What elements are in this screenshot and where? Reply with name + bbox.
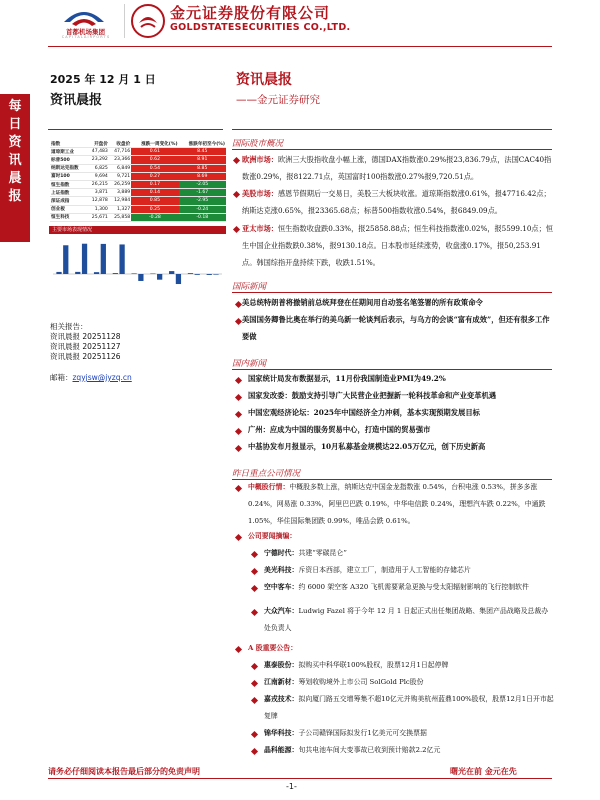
chart-bar	[195, 274, 200, 275]
ytd-change-cell: 8.69	[179, 172, 226, 180]
email-label: 邮箱：	[50, 373, 73, 382]
table-row	[50, 205, 226, 213]
china-concept-stocks	[248, 479, 554, 530]
company-label: 嘉戎技术：	[264, 695, 299, 703]
open-cell: 3,871	[87, 189, 109, 197]
index-name-cell: 恒生指数	[50, 180, 87, 188]
chart-bar	[176, 274, 181, 284]
report-subtitle: ——金元证券研究	[236, 94, 320, 106]
col-header: 涨跌年初至今(%)	[179, 140, 226, 148]
col-header: 开盘价	[87, 140, 109, 148]
company-label: 空中客车：	[264, 583, 299, 591]
section-intl-news: 国际新闻	[232, 282, 267, 292]
section-rule	[232, 149, 552, 150]
vertical-band-label: 每日资讯晨报	[8, 99, 22, 204]
close-cell: 6,849	[109, 164, 131, 172]
bullet-icon	[235, 428, 242, 435]
footer-disclaimer: 请务必仔细阅读本报告最后部分的免责声明	[48, 767, 200, 776]
company-text: Ludwig Fazel 将于今年 12 月 1 日起正式出任集团战略、集团产品战略及总裁办处负责人	[264, 607, 549, 632]
index-name-cell: 标普500	[50, 156, 87, 164]
close-cell: 1,327	[109, 205, 131, 213]
a-share-title	[248, 640, 297, 657]
intl-news-item: 美总统特朗普将撤销前总统拜登在任期间用自动签名笔签署的所有政策命令	[242, 298, 483, 307]
week-change-cell: 0.27	[131, 172, 178, 180]
week-change-cell: 0.85	[131, 197, 178, 205]
bullet-icon	[233, 157, 240, 164]
company-news-item	[264, 545, 554, 562]
chart-title: 主要市场表现情况	[49, 226, 226, 234]
open-cell: 6,825	[87, 164, 109, 172]
company-news-title	[248, 528, 296, 545]
index-name-cell: 上证指数	[50, 189, 87, 197]
related-report-link[interactable]: 资讯晨报 20251127	[50, 342, 121, 351]
section-global-markets: 国际股市概况	[232, 139, 284, 149]
week-change-cell: 0.17	[131, 180, 178, 188]
ytd-change-cell: 8.91	[179, 156, 226, 164]
company-text: 旬共电池车间大变事故已收到预计赔款2.2亿元	[298, 746, 441, 754]
market-label: 欧洲市场：	[242, 155, 278, 164]
bullet-icon	[251, 551, 258, 558]
header-separator	[124, 4, 125, 38]
related-report-link[interactable]: 资讯晨报 20251126	[50, 352, 121, 361]
company-label: 惠泰股份：	[264, 661, 299, 669]
open-cell: 47,483	[87, 148, 109, 156]
chart-bar	[94, 272, 99, 274]
left-title-rule	[48, 129, 223, 130]
report-title: 资讯晨报	[236, 72, 292, 88]
open-cell: 9,694	[87, 172, 109, 180]
ytd-change-cell: 8.45	[179, 148, 226, 156]
chart-bar	[63, 245, 68, 274]
col-header: 涨跌一周变化(%)	[131, 140, 178, 148]
index-name-cell: 纳斯达克指数	[50, 164, 87, 172]
open-cell: 12,878	[87, 197, 109, 205]
related-report-link[interactable]: 资讯晨报 20251128	[50, 332, 121, 341]
header-divider	[48, 46, 552, 47]
bullet-icon	[251, 585, 258, 592]
company-label: 美光科技：	[264, 566, 299, 574]
a-share-item	[264, 742, 554, 759]
section-company-news: 昨日重点公司情况	[232, 469, 301, 479]
week-change-cell: 0.62	[131, 156, 178, 164]
domestic-news-item: 中国宏观经济论坛：2025年中国经济全力冲刺，基本实现预期发展目标	[248, 408, 480, 417]
company-text: 斥资日本西部，建立工厂，制造用于人工智能的存储芯片	[298, 566, 471, 574]
week-change-cell: 0.14	[131, 189, 178, 197]
a-share-item	[264, 674, 554, 691]
goldstate-logo	[130, 3, 166, 39]
index-name-cell: 道琼斯工业	[50, 148, 87, 156]
related-reports	[50, 322, 121, 362]
bullet-icon	[235, 377, 242, 384]
bullet-icon	[251, 731, 258, 738]
report-type: 资讯晨报	[50, 93, 103, 108]
footer-divider	[48, 778, 552, 779]
ytd-change-cell: -2.05	[179, 180, 226, 188]
bullet-icon	[235, 534, 242, 541]
chart-bar	[213, 274, 218, 275]
chart-bar	[119, 244, 124, 274]
right-title-rule	[232, 129, 552, 130]
bullet-icon	[235, 411, 242, 418]
close-cell: 26,259	[109, 180, 131, 188]
company-label: 江南新材：	[264, 678, 299, 686]
section-rule	[232, 369, 552, 370]
company-text: 约 6000 架空客 A320 飞机需要紧急更换与受太阳辐射影响的飞行控制软件	[298, 583, 529, 591]
chart-bar	[188, 273, 193, 274]
close-cell: 23,366	[109, 156, 131, 164]
market-bar-chart	[49, 236, 226, 312]
chart-bar	[169, 271, 174, 274]
table-row	[50, 189, 226, 197]
company-label: 晶科能源：	[264, 746, 299, 754]
close-cell: 25,858	[109, 213, 131, 221]
bullet-icon	[251, 609, 258, 616]
bullet-icon	[251, 680, 258, 687]
a-share-title-text: A 股重要公告：	[248, 644, 298, 652]
chart-bar	[101, 244, 106, 274]
open-cell: 1,300	[87, 205, 109, 213]
table-row	[50, 197, 226, 205]
chart-bar	[82, 244, 87, 274]
section-domestic-news: 国内新闻	[232, 359, 267, 369]
week-change-cell: 0.61	[131, 148, 178, 156]
ytd-change-cell: -1.67	[179, 189, 226, 197]
logo-subtitle-en: C A P I T A L A I R P O R T S	[61, 35, 110, 39]
bullet-icon	[235, 445, 242, 452]
chart-bar	[131, 273, 136, 274]
hk-text: 中概股多数上涨，纳斯达克中国金龙指数涨 0.54%，台积电涨 0.53%，拼多多涨 0.24%，网易涨 0.33%，阿里巴巴跌 0.19%，中华电信跌 0.24%，理想汽车跌 0.22%，中通跌 1.05%，华住国际集团跌 0.99%，唯品会跌 0.61%。	[248, 483, 546, 525]
company-label: 大众汽车：	[264, 607, 299, 615]
market-label: 亚太市场：	[242, 224, 278, 233]
table-row	[50, 180, 226, 188]
ytd-change-cell: -2.95	[179, 197, 226, 205]
bullet-icon	[251, 568, 258, 575]
market-label: 美股市场：	[242, 189, 278, 198]
a-share-item	[264, 725, 554, 742]
company-name-cn: 金元证券股份有限公司	[170, 4, 331, 22]
bullet-icon	[251, 663, 258, 670]
company-text: 拟向厦门路五交增筹集不超10亿元并购美杭州蓝鼎100%股权，股票12月1日开市起复牌	[264, 695, 554, 720]
page-number: -1-	[286, 782, 297, 791]
col-header: 收盘价	[109, 140, 131, 148]
table-row	[50, 213, 226, 221]
company-text: 拟购买中科华联100%股权，股票12月1日起停牌	[298, 661, 449, 669]
domestic-news-item: 广州：应成为中国的服务贸易中心，打造中国的贸易强市	[248, 425, 431, 434]
footer-slogan: 曙光在前 金元在先	[450, 767, 517, 776]
intl-news-item: 美国国务卿鲁比奥在举行的美乌新一轮谈判后表示，与乌方的会谈“富有成效”，但还有很多工作要做	[242, 315, 550, 341]
section-rule	[232, 292, 552, 293]
index-name-cell: 恒生科技	[50, 213, 87, 221]
company-text: 子公司赣锋国际拟发行1亿美元可交换票据	[298, 729, 427, 737]
close-cell: 9,721	[109, 172, 131, 180]
email-line	[50, 372, 132, 383]
a-share-item	[264, 657, 554, 674]
bullet-icon	[251, 748, 258, 755]
company-news-item	[264, 579, 554, 596]
week-change-cell: -0.28	[131, 213, 178, 221]
close-cell: 12,984	[109, 197, 131, 205]
company-label: 锦华科技：	[264, 729, 299, 737]
index-name-cell: 深证成指	[50, 197, 87, 205]
table-row	[50, 148, 226, 156]
market-text: 感恩节假期后一交易日，美股三大板块收涨。道琼斯指数涨0.61%，报47716.42点；纳斯达克涨0.65%，报23365.68点；标普500指数收涨0.54%，报6849.09点。	[242, 189, 551, 215]
bullet-icon	[251, 697, 258, 704]
domestic-news-item: 中基协发布月报显示，10月私募基金规模达22.05万亿元，创下历史新高	[248, 442, 486, 451]
close-cell: 3,889	[109, 189, 131, 197]
global-market-europe	[242, 151, 554, 185]
bullet-icon	[235, 318, 242, 325]
company-text: 共建“零碳昆仑”	[298, 549, 347, 557]
chart-bar	[75, 272, 80, 274]
bullet-icon	[233, 191, 240, 198]
related-label: 相关报告：	[50, 322, 88, 331]
week-change-cell: 0.25	[131, 205, 178, 213]
domestic-news-item: 国家统计局发布数据显示，11月份我国制造业PMI为49.2%	[248, 374, 446, 383]
bullet-icon	[235, 301, 242, 308]
ytd-change-cell: -0.24	[179, 205, 226, 213]
market-text: 恒生指数收盘跌0.33%，报25858.88点；恒生科技指数涨0.02%，报5599.10点；恒生中国企业指数跌0.38%，报9130.18点。日本股市延续涨势，收盘涨0.17%，报50,253.91点。韩国综指开盘持续下跌，收跌1.51%。	[242, 224, 553, 267]
table-row	[50, 156, 226, 164]
logo-subtitle: 首都机场集团	[66, 28, 105, 36]
company-news-item	[264, 562, 554, 579]
global-market-us	[242, 185, 554, 219]
col-header: 指数	[50, 140, 87, 148]
company-news-item	[264, 603, 554, 637]
open-cell: 23,292	[87, 156, 109, 164]
open-cell: 25,671	[87, 213, 109, 221]
market-table	[50, 140, 226, 222]
open-cell: 26,215	[87, 180, 109, 188]
chart-bar	[113, 273, 118, 274]
chart-bar	[56, 272, 61, 274]
bullet-icon	[235, 646, 242, 653]
global-market-asia	[242, 220, 554, 271]
company-text: 筹划收购境外上市公司 SolGold Plc股份	[298, 678, 424, 686]
company-name-en: GOLDSTATESECURITIES CO.,LTD.	[170, 22, 351, 33]
chart-bar	[138, 274, 143, 281]
ytd-change-cell: 8.85	[179, 164, 226, 172]
index-name-cell: 创业板	[50, 205, 87, 213]
report-date: 2025 年 12 月 1 日	[50, 73, 156, 86]
co-news-title-text: 公司要闻摘编：	[248, 532, 297, 540]
market-text: 欧洲三大股指收盘小幅上涨，德国DAX指数涨0.29%报23,836.79点，法国CAC40指数涨0.29%，报8122.71点，英国富时100指数涨0.27%报9,720.51点。	[242, 155, 552, 181]
table-row	[50, 172, 226, 180]
chart-bar	[207, 274, 212, 275]
ytd-change-cell: -0.18	[179, 213, 226, 221]
company-label: 宁德时代：	[264, 549, 299, 557]
week-change-cell: 0.54	[131, 164, 178, 172]
bullet-icon	[235, 394, 242, 401]
bullet-icon	[233, 226, 240, 233]
table-row	[50, 164, 226, 172]
domestic-news-item: 国家发改委：鼓励支持引导广大民营企业把握新一轮科技革命和产业变革机遇	[248, 391, 497, 400]
chart-bar	[157, 274, 162, 280]
index-name-cell: 富时100	[50, 172, 87, 180]
hk-label: 中概股行情：	[248, 483, 290, 491]
email-link[interactable]: zqyjsw@jyzq.cn	[72, 373, 132, 382]
bullet-icon	[235, 485, 242, 492]
a-share-item	[264, 691, 554, 725]
table-header-row	[50, 140, 226, 148]
close-cell: 47,716	[109, 148, 131, 156]
